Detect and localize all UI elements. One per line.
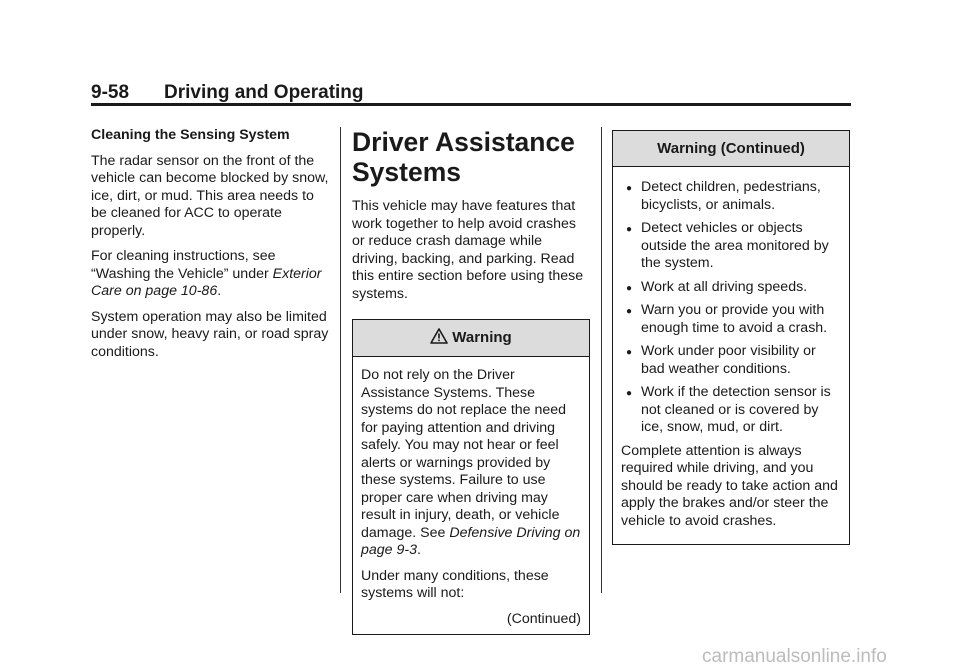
bullet-icon: ● <box>626 183 633 194</box>
warning-header <box>353 320 589 357</box>
bullet-icon: ● <box>626 347 633 358</box>
column-divider-2 <box>601 127 602 593</box>
column-left <box>91 127 329 369</box>
list-item <box>621 220 841 273</box>
subheading-cleaning: Cleaning the Sensing System <box>91 127 290 143</box>
bullet-icon: ● <box>626 388 633 399</box>
warning-body <box>353 357 589 634</box>
list-item-text: Work at all driving speeds. <box>641 278 808 295</box>
limitations-list <box>621 179 841 437</box>
list-item-text: Detect children, pedestrians, bicyclists, or animals. <box>641 179 821 213</box>
cleaning-text-end: . <box>217 283 222 299</box>
column-middle <box>352 127 590 635</box>
list-item <box>621 179 841 214</box>
paragraph-radar-sensor: The radar sensor on the front of the vehicle can become blocked by snow, ice, dirt, or mud. This area needs to be cleaned for ACC to operate properly. <box>91 152 329 239</box>
warning-paragraph-2: Under many conditions, these systems will not: <box>361 567 549 601</box>
list-item-text: Work under poor visibility or bad weather conditions. <box>641 343 816 377</box>
section-title: Driving and Operating <box>164 82 364 103</box>
page-number: 9-58 <box>91 82 130 103</box>
warning-box-continued <box>612 130 850 545</box>
warning-text-end: . <box>417 542 421 558</box>
warning-triangle-icon <box>430 328 448 348</box>
list-item <box>621 279 841 297</box>
warning-conclusion: Complete attention is always required while driving, and you should be ready to take action and apply the brakes and/or steer the vehicle to avoid crashes. <box>621 442 838 529</box>
bullet-icon: ● <box>626 224 633 235</box>
paragraph-cleaning-instructions <box>91 248 329 301</box>
warning-continued-header: Warning (Continued) <box>613 131 849 167</box>
warning-title: Warning <box>452 329 512 346</box>
list-item <box>621 384 841 437</box>
intro-paragraph: This vehicle may have features that work together to help avoid crashes or reduce crash damage while driving, backing, and parking. Read this entire section before using these systems. <box>352 198 584 302</box>
section-heading <box>352 127 590 187</box>
heading-line-2: Systems <box>352 157 462 187</box>
cross-reference-defensive-driving[interactable]: Defensive Driving on page 9-3 <box>361 524 581 558</box>
continued-label: (Continued) <box>506 610 581 627</box>
cleaning-text: For cleaning instructions, see “Washing the Vehicle” under <box>91 248 276 282</box>
column-divider-1 <box>340 127 341 593</box>
cross-reference-exterior-care[interactable]: Exterior Care on page 10-86 <box>91 265 322 299</box>
paragraph-system-operation: System operation may also be limited under snow, heavy rain, or road spray conditions. <box>91 308 329 360</box>
list-item-text: Warn you or provide you with enough time to avoid a crash. <box>641 302 828 336</box>
list-item-text: Detect vehicles or objects outside the area monitored by the system. <box>641 220 829 271</box>
warning-box <box>352 319 590 635</box>
list-item <box>621 343 841 378</box>
watermark: carmanualsonline.info <box>702 646 887 667</box>
warning-paragraph-1 <box>361 367 581 560</box>
warning-text: Do not rely on the Driver Assistance Systems. These systems do not replace the need for paying attention and driving safely. You may not hear or feel alerts or warnings provided by these systems. Failure to use proper care when driving may result in injury, death, or vehicle damage. See <box>361 367 567 541</box>
header-rule <box>91 103 851 106</box>
list-item-text: Work if the detection sensor is not cleaned or is covered by ice, snow, mud, or dirt. <box>641 384 831 435</box>
bullet-icon: ● <box>626 306 633 317</box>
warning-continued-body <box>613 167 849 544</box>
list-item <box>621 302 841 337</box>
bullet-icon: ● <box>626 282 633 294</box>
heading-line-1: Driver Assistance <box>352 127 575 157</box>
